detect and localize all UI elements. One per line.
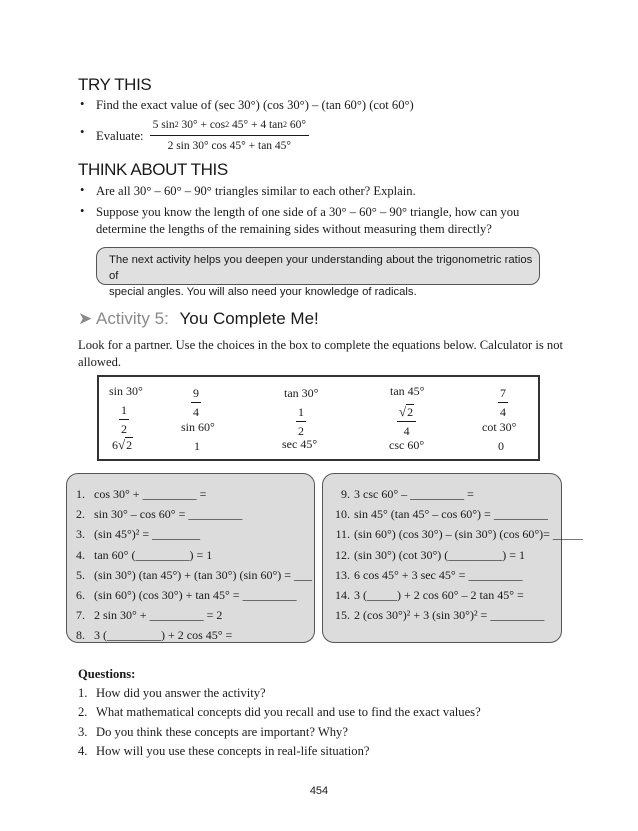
exercise-number: 1. [76, 487, 85, 501]
think-item-2-line-1: Suppose you know the length of one side of a 30° – 60° – 90° triangle, how can you [96, 205, 520, 219]
evaluate-fraction [150, 117, 309, 155]
exercise-number: 3. [76, 527, 85, 542]
question-text: How did you answer the activity? [96, 686, 266, 700]
exercise-number: 10. [335, 507, 350, 522]
question-item [78, 686, 266, 701]
exercise-number: 12. [335, 547, 350, 562]
think-item-2-line-2: determine the lengths of the remaining sides without measuring them directly? [96, 222, 492, 236]
question-number: 4. [78, 743, 88, 758]
exercise-item [330, 548, 525, 563]
choice-nine-fourths: $\frac{9}{4}$ [193, 386, 199, 419]
try-this-heading: TRY THIS [78, 75, 152, 94]
question-text: Do you think these concepts are important? Why? [96, 724, 348, 739]
choice-sin60: sin 60° [181, 420, 215, 434]
exercise-text: sin 45° (tan 45° – cos 60°) = _________ [354, 507, 548, 522]
exercise-item [76, 487, 206, 502]
exercise-text: (sin 60°) (cos 30°) + tan 45° = _________ [94, 588, 297, 602]
choice-6-root-2: 6√2 [112, 437, 133, 452]
evaluate-label: Evaluate: [96, 128, 144, 143]
choice-one-half-b: $\frac{1}{2}$ [298, 405, 304, 438]
choice-seven-fourths: $\frac{7}{4}$ [500, 386, 506, 419]
exercise-item [330, 568, 522, 583]
think-about-this-heading: THINK ABOUT THIS [78, 160, 228, 179]
choice-one: 1 [194, 439, 200, 453]
choice-sin30: sin 30° [109, 384, 143, 398]
choice-tan45: tan 45° [390, 384, 425, 398]
exercise-text: tan 60° (_________) = 1 [94, 547, 213, 562]
exercise-text: sin 30° – cos 60° = _________ [94, 507, 243, 522]
question-item [78, 705, 481, 720]
exercise-number: 13. [335, 567, 350, 582]
question-item [78, 744, 370, 759]
exercise-number: 6. [76, 588, 85, 602]
questions-heading: Questions: [78, 667, 136, 681]
choice-cot30: cot 30° [482, 420, 517, 434]
try-this-item-2 [96, 117, 309, 155]
exercise-number: 7. [76, 608, 85, 623]
exercise-text: (sin 30°) (cot 30°) (_________) = 1 [354, 547, 526, 562]
exercise-item [76, 608, 222, 623]
fraction-numerator: 5 $\sin^2 30^\circ + \cos^2 45^\circ + 4$ $\tan^2 60^\circ$ [150, 117, 309, 136]
exercise-item [76, 568, 312, 583]
exercise-item [330, 487, 474, 502]
exercise-text: (sin 30°) (tan 45°) + (tan 30°) (sin 60°) = ___ [94, 567, 313, 582]
choice-tan30: tan 30° [284, 386, 319, 400]
think-item-1: Are all 30° – 60° – 90° triangles similar to each other? Explain. [96, 184, 416, 198]
exercise-item [330, 527, 583, 542]
exercise-text: (sin 60°) (cos 30°) – (sin 30°) (cos 60°)= _____ [354, 527, 583, 542]
exercise-text: cos 30° + _________ = [94, 487, 207, 501]
question-item [78, 725, 348, 740]
exercise-item [76, 527, 200, 542]
exercise-item [76, 628, 232, 643]
exercise-number: 4. [76, 547, 85, 562]
bullet: • [80, 183, 85, 197]
note-line-2: special angles. You will also need your knowledge of radicals. [109, 286, 417, 298]
exercise-text: 2 (cos 30°)² + 3 (sin 30°)² = _________ [354, 608, 545, 623]
choice-one-half: $\frac{1}{2}$ [121, 403, 127, 436]
activity-title [78, 309, 319, 329]
arrow-icon: ➤ [78, 309, 93, 328]
activity-label: Activity 5: [96, 309, 169, 328]
exercise-text: 3 (_________) + 2 cos 45° = [94, 628, 233, 643]
question-text: How will you use these concepts in real-life situation? [96, 743, 370, 758]
fraction-denominator: 2 sin 30° cos 45° + tan 45° [167, 140, 292, 152]
exercise-item [330, 507, 548, 522]
activity-name: You Complete Me! [179, 309, 319, 328]
question-number: 2. [78, 705, 88, 720]
exercise-text: 3 csc 60° – _________ = [354, 487, 474, 501]
exercise-number: 8. [76, 628, 85, 643]
question-text: What mathematical concepts did you recall and use to find the exact values? [96, 705, 481, 720]
exercise-number: 14. [335, 588, 350, 602]
choice-root2-over-4: $\frac{√2}{4}$ [397, 404, 416, 439]
exercise-number: 9. [341, 487, 350, 501]
try-this-item-1: Find the exact value of (sec 30°) (cos 30°) – (tan 60°) (cot 60°) [96, 98, 414, 112]
activity-note-box [96, 247, 540, 298]
exercise-number: 2. [76, 507, 85, 522]
exercise-item [76, 548, 212, 563]
question-number: 1. [78, 686, 88, 700]
choices-box [97, 375, 540, 461]
exercise-number: 5. [76, 567, 85, 582]
exercise-item [330, 608, 544, 623]
exercise-number: 15. [335, 608, 350, 623]
question-number: 3. [78, 724, 88, 739]
activity-intro: Look for a partner. Use the choices in the box to complete the equations below. Calculator is not allowed. [78, 338, 563, 369]
bullet: • [80, 97, 85, 111]
exercise-item [76, 507, 242, 522]
exercise-text: (sin 45°)² = ________ [94, 527, 201, 542]
exercise-item [330, 588, 524, 603]
choice-zero: 0 [498, 439, 504, 453]
exercise-text: 2 sin 30° + _________ = 2 [94, 608, 223, 623]
choice-csc60: csc 60° [389, 438, 425, 452]
exercise-number: 11. [335, 527, 350, 542]
choice-sec45: sec 45° [282, 437, 318, 451]
exercise-item [76, 588, 297, 603]
bullet: • [80, 125, 85, 139]
page-number: 454 [309, 785, 329, 797]
bullet: • [80, 204, 85, 218]
exercise-text: 3 (_____) + 2 cos 60° – 2 tan 45° = [354, 588, 524, 602]
exercise-text: 6 cos 45° + 3 sec 45° = _________ [354, 567, 523, 582]
note-line-1: The next activity helps you deepen your understanding about the trigonometric ratios of [109, 254, 533, 282]
